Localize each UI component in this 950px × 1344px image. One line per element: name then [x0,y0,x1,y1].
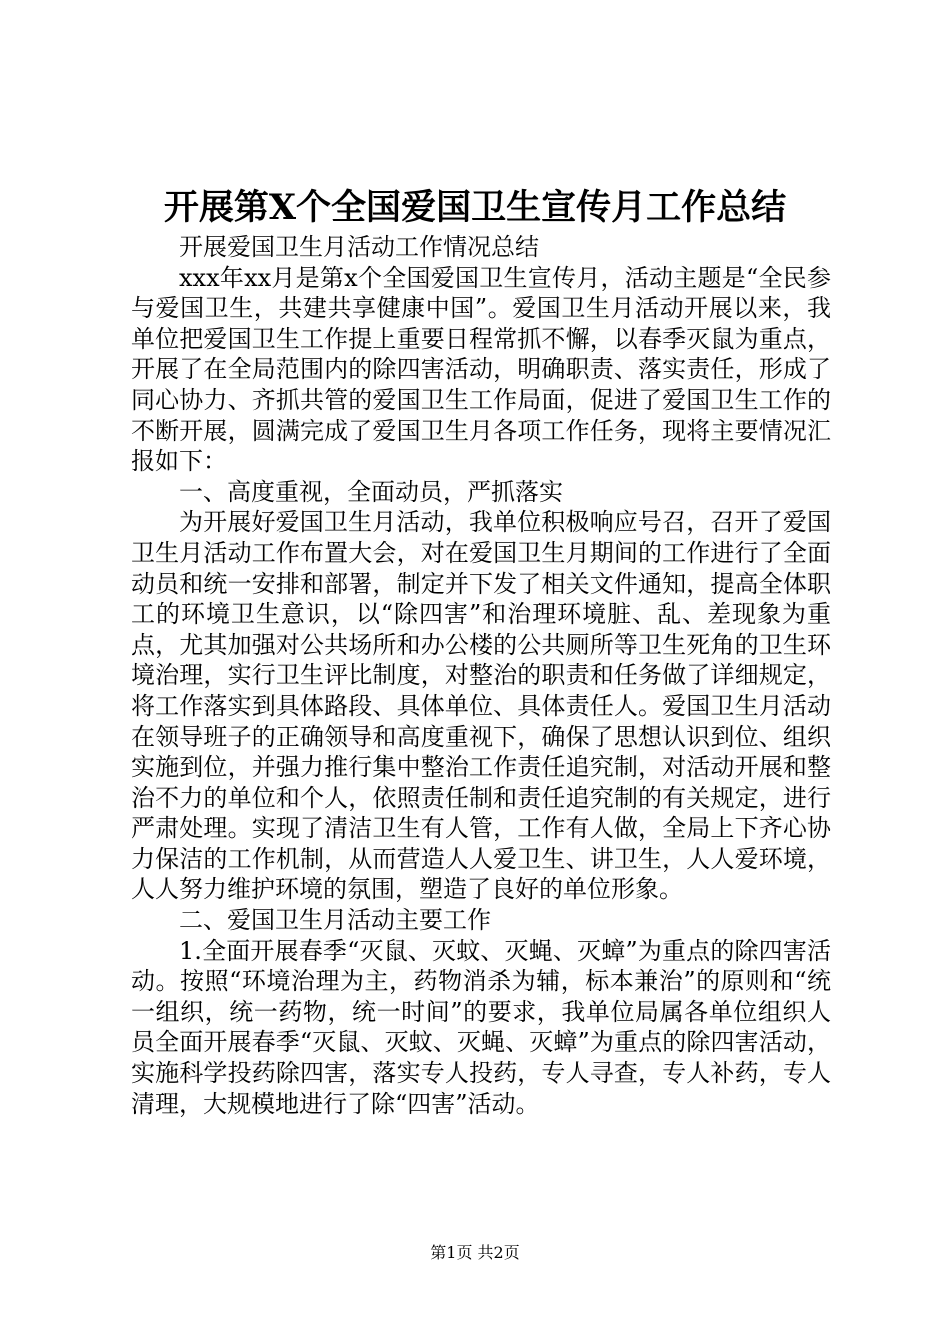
section-1-paragraph: 为开展好爱国卫生月活动，我单位积极响应号召，召开了爱国卫生月活动工作布置大会，对在爱国卫生月期间的工作进行了全面动员和统一安排和部署，制定并下发了相关文件通知，提高全体职工的环境卫生意识，以“除四害”和治理环境脏、乱、差现象为重点，尤其加强对公共场所和办公楼的公共厕所等卫生死角的卫生环境治理，实行卫生评比制度，对整治的职责和任务做了详细规定，将工作落实到具体路段、具体单位、具体责任人。爱国卫生月活动在领导班子的正确领导和高度重视下，确保了思想认识到位、组织实施到位，并强力推行集中整治工作责任追究制，对活动开展和整治不力的单位和个人，依照责任制和责任追究制的有关规定，进行严肃处理。实现了清洁卫生有人管，工作有人做，全局上下齐心协力保洁的工作机制，从而营造人人爱卫生、讲卫生，人人爱环境，人人努力维护环境的氛围，塑造了良好的单位形象。 [131,508,831,904]
page-number-footer: 第1页 共2页 [430,1243,520,1262]
section-heading-2: 二、爱国卫生月活动主要工作 [179,906,491,935]
section-heading-1: 一、高度重视，全面动员，严抓落实 [179,477,563,506]
section-2-item-1-paragraph: 1.全面开展春季“灭鼠、灭蚊、灭蝇、灭蟑”为重点的除四害活动。按照“环境治理为主，药物消杀为辅，标本兼治”的原则和“统一组织，统一药物，统一时间”的要求，我单位局属各单位组织人员全面开展春季“灭鼠、灭蚊、灭蝇、灭蟑”为重点的除四害活动，实施科学投药除四害，落实专人投药，专人寻查，专人补药，专人清理，大规模地进行了除“四害”活动。 [131,936,831,1118]
document-title: 开展第X个全国爱国卫生宣传月工作总结 [163,187,787,228]
subtitle-paragraph: 开展爱国卫生月活动工作情况总结 [179,233,539,261]
intro-paragraph: xxx年xx月是第x个全国爱国卫生宣传月，活动主题是“全民参与爱国卫生，共建共享健康中国”。爱国卫生月活动开展以来，我单位把爱国卫生工作提上重要日程常抓不懈，以春季灭鼠为重点，开展了在全局范围内的除四害活动，明确职责、落实责任，形成了同心协力、齐抓共管的爱国卫生工作局面，促进了爱国卫生工作的不断开展，圆满完成了爱国卫生月各项工作任务，现将主要情况汇报如下： [131,263,831,476]
document-body [131,232,831,1119]
